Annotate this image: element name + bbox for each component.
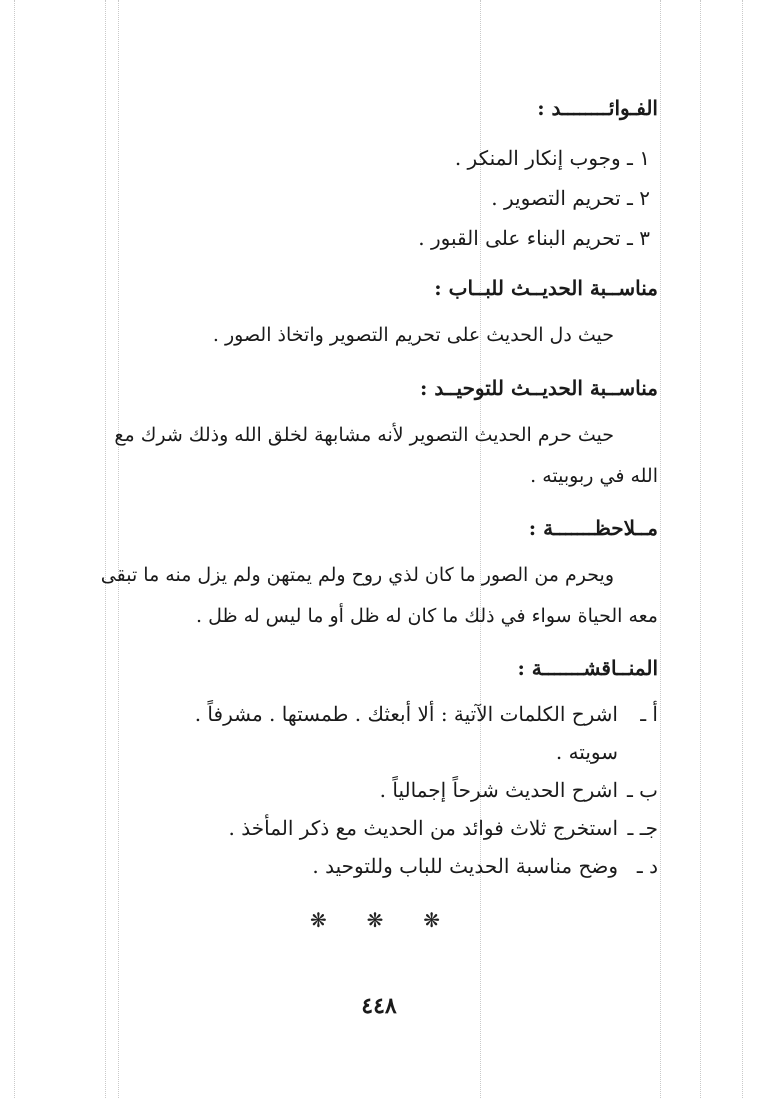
note-heading: مــلاحظـــــــة : [528, 516, 658, 540]
tawheed-relevance-line: حيث حرم الحديث التصوير لأنه مشابهة لخلق الله وذلك شرك مع [114, 424, 614, 446]
benefits-heading: الفـوائــــــــد : [537, 96, 658, 120]
star-icon: ❋ [366, 908, 384, 932]
benefit-item: ٢ ـ تحريم التصوير . [491, 186, 650, 210]
question-text: وضح مناسبة الحديث للباب وللتوحيد . [312, 854, 618, 878]
question-text: استخرج ثلاث فوائد من الحديث مع ذكر المأخذ . [228, 816, 618, 840]
guide-line [742, 0, 743, 1098]
page-number: ٤٤٨ [361, 993, 397, 1019]
guide-line [700, 0, 701, 1098]
question-letter: د ـ [636, 854, 658, 878]
chapter-relevance-text: حيث دل الحديث على تحريم التصوير واتخاذ الصور . [212, 324, 614, 346]
benefit-item: ٣ ـ تحريم البناء على القبور . [418, 226, 650, 250]
tawheed-relevance-line: الله في ربوبيته . [530, 465, 658, 487]
question-continuation: سويته . [555, 740, 618, 764]
guide-line [118, 0, 119, 1098]
star-icon: ❋ [423, 908, 440, 932]
discussion-heading: المنــاقشـــــــة : [517, 656, 658, 680]
separator-stars [310, 908, 440, 932]
star-icon: ❋ [310, 908, 327, 932]
chapter-relevance-heading: مناســبة الحديــث للبــاب : [434, 276, 658, 300]
guide-line [660, 0, 661, 1098]
question-letter: جـ ـ [627, 816, 658, 840]
benefit-item: ١ ـ وجوب إنكار المنكر . [454, 146, 650, 170]
question-letter: ب ـ [626, 778, 658, 802]
question-text: اشرح الحديث شرحاً إجمالياً . [379, 778, 618, 802]
tawheed-relevance-heading: مناســبة الحديــث للتوحيــد : [419, 376, 658, 400]
note-line: معه الحياة سواء في ذلك ما كان له ظل أو ما ليس له ظل . [196, 605, 658, 627]
question-text: اشرح الكلمات الآتية : ألا أبعثك . طمستها . مشرفاً . [194, 702, 618, 726]
question-letter: أ ـ [640, 702, 658, 726]
guide-line [14, 0, 15, 1098]
guide-line [105, 0, 106, 1098]
note-line: ويحرم من الصور ما كان لذي روح ولم يمتهن ولم يزل منه ما تبقى [100, 564, 614, 586]
